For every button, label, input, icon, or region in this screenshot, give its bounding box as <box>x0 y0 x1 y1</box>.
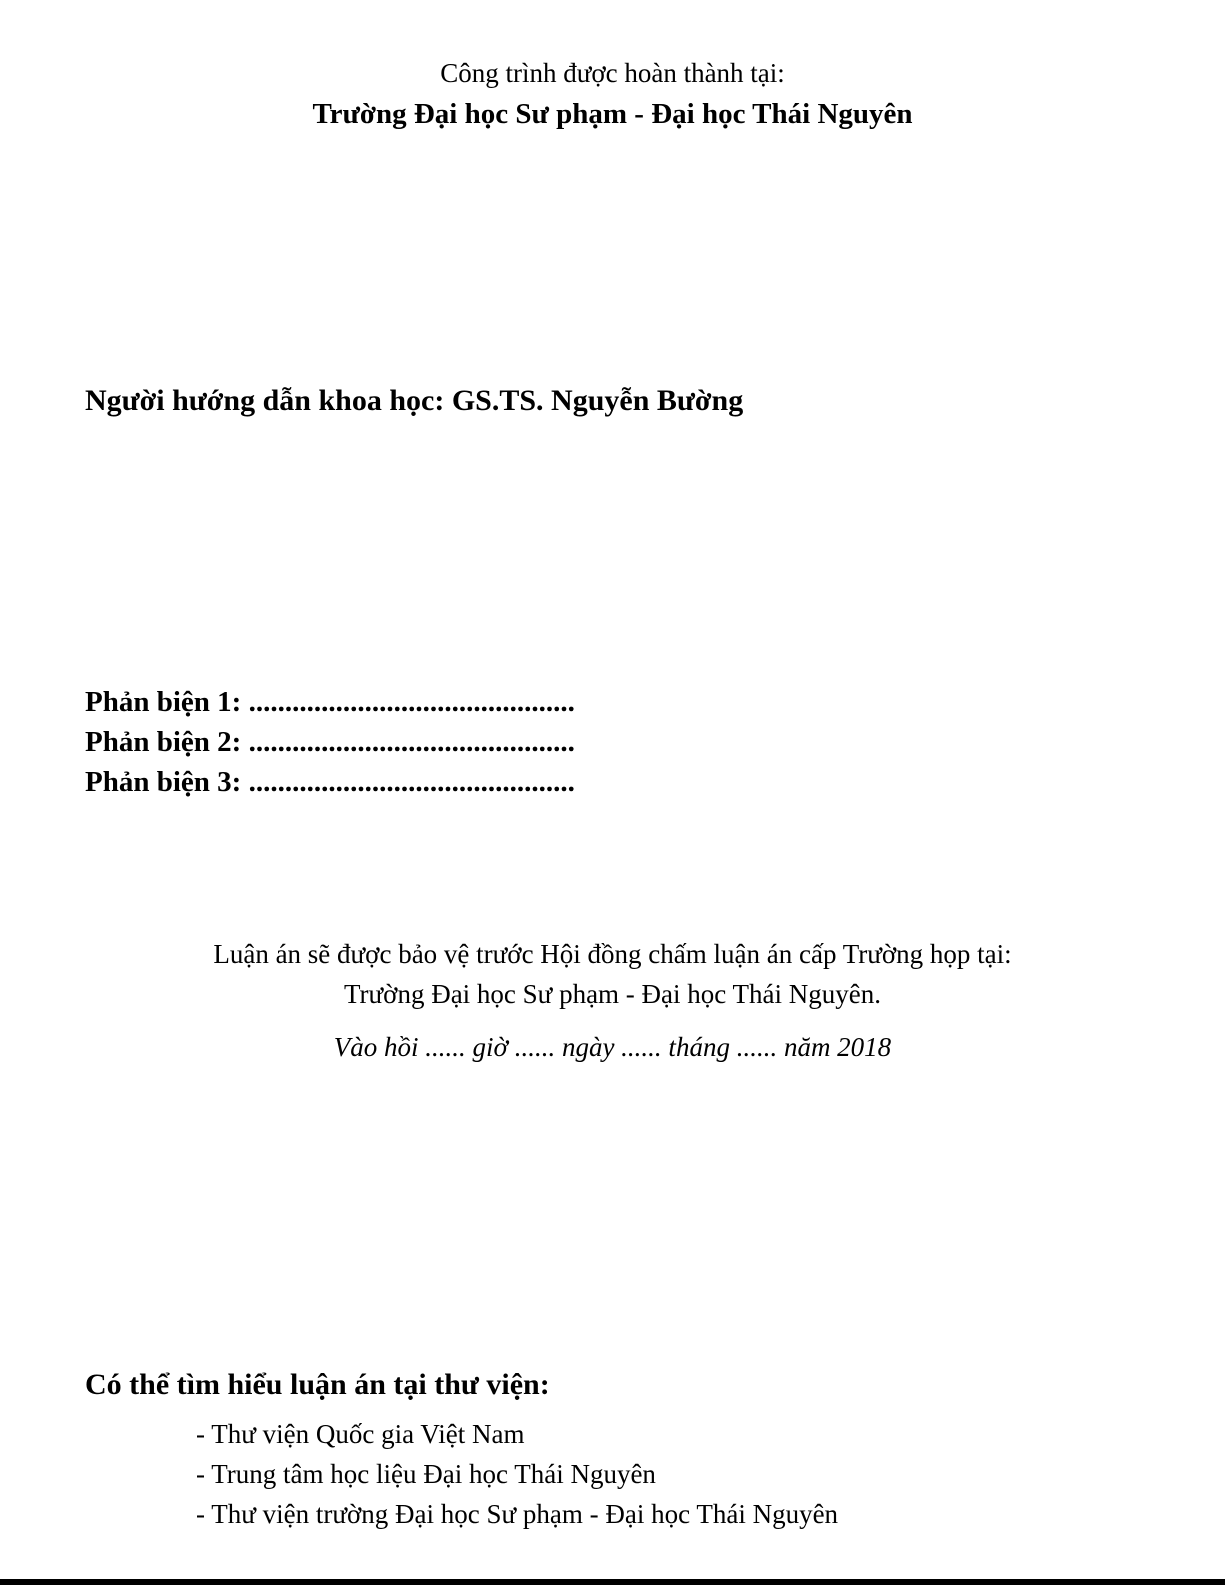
completed-at-line: Công trình được hoàn thành tại: <box>440 58 785 88</box>
library-item-3: - Thư viện trường Đại học Sư phạm - Đại học Thái Nguyên <box>196 1499 839 1529</box>
defense-statement <box>0 934 1225 1014</box>
reviewer-2-line: Phản biện 2: ............................................. <box>85 726 575 758</box>
reviewers-block <box>85 682 575 802</box>
library-list <box>196 1414 838 1534</box>
library-item-2: - Trung tâm học liệu Đại học Thái Nguyên <box>196 1459 656 1489</box>
defense-line-2: Trường Đại học Sư phạm - Đại học Thái Nguyên. <box>344 979 881 1009</box>
page-bottom-edge-bar <box>0 1579 1225 1585</box>
reviewer-3-line: Phản biện 3: ............................................. <box>85 766 575 798</box>
library-heading: Có thể tìm hiểu luận án tại thư viện: <box>85 1368 550 1401</box>
defense-line-1: Luận án sẽ được bảo vệ trước Hội đồng chấm luận án cấp Trường họp tại: <box>213 939 1012 969</box>
university-title: Trường Đại học Sư phạm - Đại học Thái Nguyên <box>312 98 913 130</box>
defense-time-line: Vào hồi ...... giờ ...... ngày ...... tháng ...... năm 2018 <box>333 1032 892 1062</box>
library-item-1: - Thư viện Quốc gia Việt Nam <box>196 1419 525 1449</box>
reviewer-1-line: Phản biện 1: ............................................. <box>85 686 575 718</box>
supervisor-line: Người hướng dẫn khoa học: GS.TS. Nguyễn Bường <box>85 384 744 417</box>
